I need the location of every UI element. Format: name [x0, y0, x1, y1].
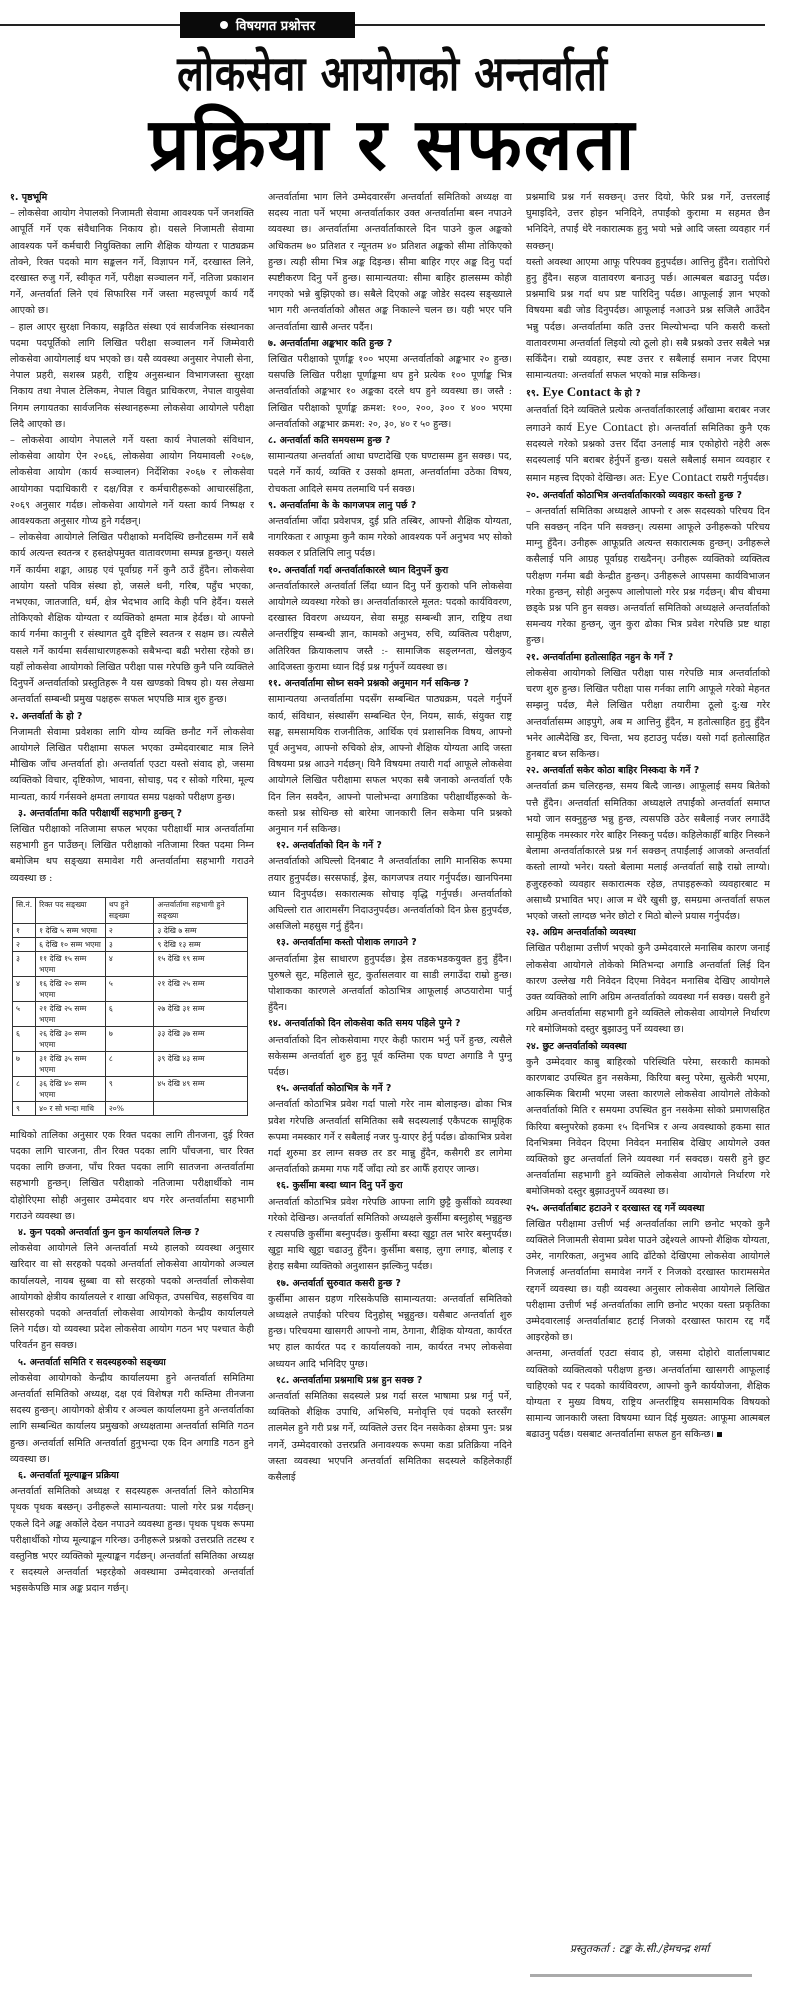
paragraph: लोकसेवा आयोगको लिखित परीक्षा पास गरेपछि मात्र अन्तर्वार्ताको चरण शुरु हुन्छ। लिखित परीक्षा पास गर्नका लागि आफूले गरेको मेहनत सम्झनु पर्दछ, मैले लिखित परीक्षा तयारीमा ठूलो दु:ख गरेर अन्तर्वार्तासम्म आइपुगे, अब म आत्तिनु हुँदैन, म हतोत्साहित हुनु हुँदैन भनेर आत्मैदेखि डर, चिन्ता, भय हटाउनु पर्दछ। यसो गर्दा हतोत्साहित हुनबाट बच्न सकिन्छ।: [526, 667, 770, 760]
text-run: अन्तमा, अन्तर्वार्ता एउटा संवाद हो, जसमा दोहोरो वार्तालापबाट व्यक्तिको व्यक्तित्वको परीक्षण हुन्छ। अन्तर्वार्तामा खासगरी आफूलाई चाहिएको पद र पदको कार्यविवरण, आफ्नो कुनै कार्ययोजना, शैक्षिक योग्यता र मुख्य विषय, राष्ट्रिय अन्तर्राष्ट्रिय समसामयिक विषयको सामान्य जानकारी जस्ता विषयमा ध्यान दिई मुख्यत: आफूमा आत्मबल बढाउनु पर्दछ। यसबाट अन्तर्वार्तामा सफल हुन सकिन्छ।: [526, 1348, 770, 1441]
table-cell: ९: [13, 1101, 36, 1115]
table-body: [13, 923, 248, 1115]
paragraph: अन्तर्वार्ताकारले अन्तर्वार्ता लिँदा ध्यान दिनु पर्ने कुराको पनि लोकसेवा आयोगले व्यवस्था गरेको छ। अन्तर्वार्ताकारले मूलत: पदको कार्यविवरण, दरखास्त विवरण अध्ययन, सेवा समूह सम्बन्धी ज्ञान, राष्ट्रिय तथा अन्तर्राष्ट्रिय सम्बन्धी ज्ञान, कामको अनुभव, रुचि, व्यक्तित्व परीक्षण, अतिरिक्त क्रियाकलाप जस्तै :- सामाजिक सङ्लग्नता, खेलकुद आदिजस्ता कुरामा ध्यान दिई प्रश्न गर्नुपर्ने व्यवस्था छ।: [268, 580, 512, 673]
article-column-1: [10, 190, 254, 1890]
table-row: [13, 976, 248, 1001]
section-header-bar: [0, 12, 785, 38]
section-heading-23: २३. अग्रिम अन्तर्वार्ताको व्यवस्था: [526, 927, 636, 939]
latin-term: Eye Contact: [648, 469, 713, 485]
table-cell: २१ देखि २५ सम्म: [154, 976, 248, 1001]
table-header-cell: अन्तर्वार्तामा सहभागी हुने सङ्ख्या: [154, 897, 248, 923]
table-cell: ३१ देखि ३५ सम्म भएमा: [36, 1051, 106, 1076]
section-heading-8: ८. अन्तर्वार्ता कति समयसम्म हुन्छ ?: [268, 435, 391, 447]
section-heading-14: १४. अन्तर्वार्ताको दिन लोकसेवा कति समय पहिले पुग्ने ?: [268, 1018, 461, 1030]
table-cell: २: [13, 937, 36, 951]
table-cell: ११ देखि १५ सम्म भएमा: [36, 951, 106, 976]
paragraph: सामान्यतया अन्तर्वार्तामा पदसँग सम्बन्धित पाठ्यक्रम, पदले गर्नुपर्ने कार्य, संविधान, संस्थासँग सम्बन्धित ऐन, नियम, सार्क, संयुक्त राष्ट्र सङ्घ, समसामयिक राजनीतिक, आर्थिक एवं प्रशासनिक विषय, आफ्नो पूर्व अनुभव, आफ्नो रुचिको क्षेत्र, आफ्नो शैक्षिक योग्यता आदि जस्ता विषयमा प्रश्न आउने गर्दछन्। यिनै विषयमा तयारी गर्दा आफूले लोकसेवा आयोगले लिखित परीक्षामा सफल भएका सबै जनाको अन्तर्वार्ता एकै दिन लिन सक्दैन, आफ्नो पालोभन्दा अगाडिका परीक्षार्थीहरूको के-कस्तो प्रश्न सोधिन्छ सो बारेमा जानकारी लिन सकेमा पनि प्रश्नको अनुमान गर्न सकिन्छ।: [268, 694, 512, 835]
section-heading-15: १५. अन्तर्वार्ता कोठाभित्र के गर्ने ?: [276, 1083, 392, 1095]
paragraph: लिखित परीक्षामा उत्तीर्ण भई अन्तर्वार्ताका लागि छनोट भएको कुनै व्यक्तिले निजामती सेवामा प्रवेश पाउने उद्देश्यले आफ्नो शैक्षिक योग्यता, उमेर, नागरिकता, अनुभव आदि ढाँटेको देखिएमा लोकसेवा आयोगले निजलाई अन्तर्वार्तामा समावेश नगर्ने र निजको दरखास्त फारामसमेत रद्दगर्ने व्यवस्था छ। यही व्यवस्था अनुसार लोकसेवा आयोगले लिखित परीक्षामा उत्तीर्ण भई अन्तर्वार्ताका लागि छनोट भएका यस्ता प्रकृतिका उम्मेदवारलाई अन्तर्वार्ताबाट हटाई निजको दरखास्त फाराम रद्द गर्दै आइरहेको छ।: [526, 1218, 770, 1344]
paragraph: अन्तर्वार्ता समितिका सदस्यले प्रश्न गर्दा सरल भाषामा प्रश्न गर्नु पर्ने, व्यक्तिको शैक्षिक उपाधि, अभिरुचि, मनोवृत्ति एवं पदको स्तरसँग तालमेल हुने गरी प्रश्न गर्ने, व्यक्तिले उत्तर दिन नसकेका क्षेत्रमा पुन: प्रश्न नगर्ने, उम्मेदवारको उत्तरप्रति अनावश्यक रूपमा कडा प्रतिक्रिया नदिने जस्ता व्यवस्था भएपनि अन्तर्वार्ता समितिका सदस्यले कहिलेकाहीँ कसैलाई: [268, 1391, 512, 1484]
text-run: हो। अन्तर्वार्ता समितिका कुनै एक सदस्यले गरेको प्रश्नको उत्तर दिँदा उनलाई मात्र एकोहोरो नहेरी अरू सदस्यलाई पनि बराबर हेर्नुपर्ने हुन्छ। यसले सबैलाई समान व्यवहार र समान महत्त्व दिएको देखिन्छ। अत:: [526, 422, 770, 485]
section-heading-18: १८. अन्तर्वार्तामा प्रश्नमाथि प्रश्न हुन सक्छ ?: [276, 1374, 423, 1386]
table-cell: १५ देखि १९ सम्म: [154, 951, 248, 976]
table-cell: ८: [105, 1051, 154, 1076]
table-cell: १: [13, 923, 36, 937]
paragraph: कुनै उम्मेदवार काबु बाहिरको परिस्थिति परेमा, सरकारी कामको कारणबाट उपस्थित हुन नसकेमा, किरिया बस्नु परेमा, सुत्केरी भएमा, आकस्मिक बिरामी भएमा जस्ता कारणले लोकसेवा आयोगले तोकेको अन्तर्वार्ताको मिति र समयमा उपस्थित हुन नसकेमा सोको प्रमाणसहित किरिया बस्नुपरेको हकमा १५ दिनभित्र र अन्य अवस्थाको हकमा सात दिनभित्रमा निवेदन दिएमा निवेदन मनासिब देखिए आयोगले उक्त व्यक्तिको छुट अन्तर्वार्ता लिने व्यवस्था गर्न सक्दछ। यसरी हुने छुट अन्तर्वार्तामा सहभागी हुने व्यक्तिले लोकसेवा आयोगले निर्धारण गरे बमोजिमको दस्तुर बुझाउनुपर्ने व्यवस्था छ।: [526, 1056, 770, 1198]
paragraph: अन्तर्वार्ता कोठाभित्र प्रवेश गर्दा पालो गरेर नाम बोलाइन्छ। ढोका भित्र प्रवेश गरेपछि अन्तर्वार्ता समितिका सबै सदस्यलाई एकैपटक सामूहिक रूपमा नमस्कार गर्ने र सबैलाई नजर पु-याएर हेर्नु पर्दछ। ढोकाभित्र प्रवेश गर्दा शुरुमा डर लाग्न सक्छ तर डर मान्नु हुँदैन, कसैगरी डर लागेमा अन्तर्वार्ताको क्रममा गफ गर्दै जाँदा त्यो डर आफैँ हराएर जान्छ।: [268, 1099, 512, 1176]
section-heading-17: १७. अन्तर्वार्ता सुरुवात कसरी हुन्छ ?: [276, 1277, 401, 1289]
section-heading-24: २४. छुट अन्तर्वार्ताको व्यवस्था: [526, 1040, 627, 1052]
paragraph: सामान्यतया अन्तर्वार्ता आधा घण्टादेखि एक घण्टासम्म हुन सक्छ। पद, पदले गर्ने कार्य, व्यक्ति र उसको क्षमता, अन्तर्वार्तामा उठेका विषय, रोचकता आदिले समय तलमाथि पर्न सक्छ।: [268, 451, 512, 495]
table-header-cell: थप हुने सङ्ख्या: [105, 897, 154, 923]
table-cell: २१ देखि २५ सम्म भएमा: [36, 1001, 106, 1026]
article-column-2: [268, 190, 512, 1890]
text-run: अन्तर्वार्ता दिने व्यक्तिले प्रत्येक अन्तर्वार्ताकारलाई आँखामा बराबर नजर लगाउने कार्य: [526, 404, 770, 434]
author-byline: प्रस्तुतकर्ता : टङ्क के.सी./हेमचन्द्र शर्मा: [570, 1943, 710, 1955]
table-row: [13, 1076, 248, 1101]
section-heading-6: ६. अन्तर्वार्ता मूल्याङ्कन प्रक्रिया: [18, 1470, 119, 1481]
section-heading-5: ५. अन्तर्वार्ता समिति र सदस्यहरुको सङ्ख्या: [18, 1356, 166, 1368]
paragraph: – लोकसेवा आयोगले लिखित परीक्षाको मनदिस्थि छनौटसम्म गर्ने सबै कार्य अत्यन्त स्वतन्त्र र हस्तक्षेपमुक्त वातावरणमा सम्पन्न हुन्छन्। यसले गर्ने कार्यमा शङ्का, आग्रह एवं पूर्वाग्रह गर्ने कुनै ठाउँ हुँदैन। लोकसेवा आयोग यस्तो पवित्र संस्था हो, जसले धनी, गरिब, पहुँच भएका, नभएका, जातजाति, धर्म, क्षेत्र भेदभाव आदि केही पनि हेर्दैन। यसले तोकिएको शैक्षिक योग्यता र व्यक्तिको क्षमता मात्र हेर्दछ। यो आफ्नो कार्य गर्नमा कानुनी र संस्थागत दुवै दृष्टिले स्वतन्त्र र सक्षम छ। त्यसैले यसले गर्ने कार्यमा सर्वसाधारणहरूको सबैभन्दा बढी भरोसा रहेको छ। यहाँ लोकसेवा आयोगको लिखित परीक्षा पास गरेपछि कुनै पनि व्यक्तिले दिनुपर्ने अन्तर्वार्ताको प्रस्तुतिहरू नै यस खण्डको विषय हो। यस लेखमा अन्तर्वार्ता सम्बन्धी प्रमुख पक्षहरू सफल भएपछि मात्र शुरु हुन्छ।: [10, 532, 254, 706]
paragraph: यस्तो अवस्था आएमा आफू परिपक्व हुनुपर्दछ। आत्तिनु हुँदैन। रातोपिरो हुनु हुँदैन। सहज वातावरण बनाउनु पर्छ। आत्मबल बढाउनु पर्दछ। प्रश्नमाथि प्रश्न गर्दा थप प्रष्ट पारिदिनु पर्दछ। आफूलाई ज्ञान भएको विषयमा बढी जोड दिनुपर्दछ। आफूलाई नआउने प्रश्न सजिलै आउँदैन भन्नु पर्दछ। अन्तर्वार्तामा कति उत्तर मिल्योभन्दा पनि कसरी कस्तो वातावरणमा अन्तर्वार्ता लिइयो त्यो ठूलो हो। सबै प्रश्नको उत्तर सबैले भन्न सकिँदैन। राम्रो व्यवहार, स्पष्ट उत्तर र सबैलाई समान नजर दिएमा सामान्यतया: अन्तर्वार्ता सफल भएको मान्न सकिन्छ।: [526, 256, 770, 382]
section-heading-1: १. पृष्ठभूमि: [10, 192, 48, 203]
table-cell: ६: [13, 1026, 36, 1051]
paragraph: अन्तर्वार्तामा जाँदा प्रवेशपत्र, दुई प्रति तस्बिर, आफ्नो शैक्षिक योग्यता, नागरिकता र आफूमा कुनै काम गरेको आवश्यक पर्ने अनुभव भए सोको सक्कल र प्रतिलिपि लानु पर्दछ।: [268, 516, 512, 560]
paragraph: लिखित परीक्षाको पूर्णाङ्क १०० भएमा अन्तर्वार्ताको अङ्कभार २० हुन्छ। यसपछि लिखित परीक्षा पूर्णाङ्कमा थप हुने प्रत्येक १०० पूर्णाङ्क भित्र अन्तर्वार्ताको अङ्कभार १० अङ्कका दरले थप हुने व्यवस्था छ। जस्तै : लिखित परीक्षाको पूर्णाङ्क क्रमश: १००, २००, ३०० र ४०० भएमा अन्तर्वार्ताको अङ्कभार क्रमश: २०, ३०, ४० र ५० हुन्छ।: [268, 354, 512, 430]
section-heading-10: १०. अन्तर्वार्ता गर्दा अन्तर्वार्ताकारले ध्यान दिनुपर्ने कुरा: [268, 564, 449, 576]
paragraph: अन्तर्वार्तामा भाग लिने उम्मेदवारसँग अन्तर्वार्ता समितिको अध्यक्ष वा सदस्य नाता पर्ने भएमा अन्तर्वार्ताकार उक्त अन्तर्वार्तामा बस्न नपाउने व्यवस्था छ। अन्तर्वार्तामा अन्तर्वार्ताकारले दिन पाउने कुल अङ्कको अधिकतम ७० प्रतिशत र न्यूनतम ४० प्रतिशत अङ्कको सीमा तोकिएको हुन्छ। त्यही सीमा भित्र अङ्क दिइन्छ। सीमा बाहिर गएर अङ्क दिनु पर्दा स्पष्टीकरण दिनु पर्ने हुन्छ। सामान्यतया: सीमा बाहिर हालसम्म कोही नगएको भन्ने बुझिएको छ। सबैले दिएको अङ्क जोडेर सदस्य सङ्ख्याले भाग गरी अन्तर्वार्ताको औसत अङ्क निकाल्ने चलन छ। यही भएर पनि अन्तर्वार्तामा खासै अन्तर पर्दैन।: [268, 192, 512, 333]
table-cell: ४५ देखि ४९ सम्म: [154, 1076, 248, 1101]
paragraph: लोकसेवा आयोगको केन्द्रीय कार्यालयमा हुने अन्तर्वार्ता समितिमा अन्तर्वार्ता समितिको अध्यक्ष, दक्ष एवं विशेषज्ञ गरी कम्तिमा तीनजना सदस्य हुन्छन्। आयोगको क्षेत्रीय र अञ्चल कार्यालयमा हुने अन्तर्वार्ताका लागि सम्बन्धित कार्यालय प्रमुखको अध्यक्षतामा अन्तर्वार्ता समिति गठन हुन्छ। अन्तर्वार्ता समिति अन्तर्वार्ता हुनुभन्दा एक दिन अगाडि गठन हुने व्यवस्था छ।: [10, 1372, 254, 1465]
table-cell: ७: [105, 1026, 154, 1051]
header-rule-right: [355, 24, 765, 26]
paragraph: अन्तर्वार्ता क्रम चलिरहन्छ, समय बित्दै जान्छ। आफूलाई समय बितेको पत्तै हुँदैन। अन्तर्वार्ता समितिका अध्यक्षले तपाईंको अन्तर्वार्ता समाप्त भयो जान सक्नुहुन्छ भन्नु हुन्छ, त्यसपछि उठेर सबैलाई नजर लगाउँदै सामूहिक नमस्कार गरेर बाहिर निस्कनु पर्दछ। कहिलेकाहीँ बाहिर निस्कने बेलामा अन्तर्वार्ताकारले प्रश्न गर्न सक्छन् तपाईंलाई आजको अन्तर्वार्ता कस्तो लाग्यो भनेर। यस्तो बेलामा मलाई अन्तर्वार्ता साह्रै राम्रो लाग्यो। हजुरहरुको व्यवहार सकारात्मक रहेछ, तपाइहरूको व्यवहारबाट म असाध्यै प्रभावित भए। आज म धेरै खुसी छु, समग्रमा अन्तर्वार्ता सफल भएको जस्तो लाग्दछ भनेर छोटो र मिठो बोल्ने प्रयास गर्नुपर्दछ।: [526, 781, 770, 922]
table-cell: ५: [13, 1001, 36, 1026]
table-cell: १६ देखि २० सम्म भएमा: [36, 976, 106, 1001]
footer-rule: [530, 1974, 752, 1977]
headline-line-1: लोकसेवा आयोगको अन्तर्वार्ता: [177, 46, 608, 102]
table-cell: ६: [105, 1001, 154, 1026]
table-cell: ९ देखि १३ सम्म: [154, 937, 248, 951]
table-row: [13, 923, 248, 937]
section-tag: [180, 12, 355, 38]
bullet-icon: [220, 21, 228, 29]
table-cell: ३६ देखि ४० सम्म भएमा: [36, 1076, 106, 1101]
table-cell: ८: [13, 1076, 36, 1101]
paragraph: [526, 1346, 770, 1443]
table-cell: २७ देखि ३१ सम्म: [154, 1001, 248, 1026]
paragraph: – लोकसेवा आयोग नेपालको निजामती सेवामा आवश्यक पर्ने जनशक्ति आपूर्ति गर्ने एक संवैधानिक निकाय हो। यसले निजामती सेवामा आवश्यक पर्ने कर्मचारी नियुक्तिका लागि शैक्षिक योग्यता र पाठ्यक्रम तोक्ने, रिक्त पदको माग सङ्कलन गर्ने, विज्ञापन गर्ने, दरखास्त लिने, दरखास्त रुजु गर्ने, स्वीकृत गर्ने, परीक्षा सञ्चालन गर्ने, नतिजा प्रकाशन गर्ने, अन्तर्वार्ता लिने एवं सिफारिस गर्ने जस्ता महत्त्वपूर्ण कार्य गर्दै आएको छ।: [10, 208, 254, 317]
paragraph: अन्तर्वार्ता कोठाभित्र प्रवेश गरेपछि आफ्ना लागि छुट्टै कुर्सीको व्यवस्था गरेको देखिन्छ। अन्तर्वार्ता समितिको अध्यक्षले कुर्सीमा बस्नुहोस् भन्नुहुन्छ र त्यसपछि कुर्सीमा बस्नुपर्दछ। कुर्सीमा बस्दा खुट्टा तल भारेर बस्नुपर्दछ। खुट्टा माथि खुट्टा चढाउनु हुँदैन। कुर्सीमा बसाइ, लुगा लगाइ, बोलाइ र हेराइ सबैमा व्यक्तिको अनुशासन झल्किनु पर्दछ।: [268, 1196, 512, 1273]
section-heading-16: १६. कुर्सीमा बस्दा ध्यान दिनु पर्ने कुरा: [276, 1180, 403, 1192]
paragraph: अन्तर्वार्ताको दिन लोकसेवामा गएर केही फाराम भर्नु पर्ने हुन्छ, त्यसैले सकेसम्म अन्तर्वार्ता शुरु हुनु पूर्व कम्तिमा एक घण्टा अगाडि नै पुग्नु पर्दछ।: [268, 1034, 512, 1078]
table-cell: ३: [13, 951, 36, 976]
table-cell: [154, 1101, 248, 1115]
paragraph: अन्तर्वार्तामा ड्रेस साधारण हुनुपर्दछ। ड्रेस तडकभडकयुक्त हुनु हुँदैन। पुरुषले सुट, महिलाले सुट, कुर्तासलवार वा साडी लगाउँदा राम्रो हुन्छ। पोशाकका कारणले अन्तर्वार्ता कोठाभित्र आफूलाई अप्ठयारोमा पार्नु हुँदैन।: [268, 953, 512, 1014]
paragraph: निजामती सेवामा प्रवेशका लागि योग्य व्यक्ति छनौट गर्ने लोकसेवा आयोगले लिखित परीक्षामा सफल भएका उम्मेदवारबाट मात्र लिने मौखिक जाँच अन्तर्वार्ता हो। अन्तर्वार्ता एउटा यस्तो संवाद हो, जसमा व्यक्तिको विचार, दृष्टिकोण, भावना, सोचाइ, पद र सोको गरिमा, मूल्य मान्यता, कार्य गर्नसक्ने क्षमता लगायत समग्र पक्षको परीक्षण हुन्छ।: [10, 726, 254, 803]
table-cell: ९: [105, 1076, 154, 1101]
section-heading-2: २. अन्तर्वार्ता के हो ?: [10, 710, 83, 722]
heading-rest: के हो ?: [614, 388, 641, 400]
section-heading-21: २१. अन्तर्वार्तामा हतोत्साहित नहुन के गर्ने ?: [526, 651, 674, 663]
latin-term: Eye Contact: [576, 418, 644, 434]
table-cell: ३९ देखि ४३ सम्म: [154, 1051, 248, 1076]
interview-quota-table: [12, 897, 248, 1116]
paragraph: – हाल आएर सुरक्षा निकाय, सङ्गठित संस्था एवं सार्वजनिक संस्थानका पदमा पदपूर्तिको लागि लिखित परीक्षा सञ्चालन गर्ने जिम्मेवारी लोकसेवा आयोगलाई थप भएको छ। यसै व्यवस्था अनुसार नेपाली सेना, नेपाल प्रहरी, सशस्त्र प्रहरी, राष्ट्रिय अनुसन्धान विभागजस्ता सुरक्षा निकाय तथा नेपाल टेलिकम, नेपाल विद्युत प्राधिकरण, नेपाल वायुसेवा निगम लगायतका सार्वजनिक संस्थानहरूमा लोकसेवा आयोगले परीक्षा लिदै आएको छ।: [10, 321, 254, 430]
section-heading-9: ९. अन्तर्वार्तामा के के कागजपत्र लानु पर्छ ?: [268, 499, 417, 511]
section-heading-7: ७. अन्तर्वार्तामा अङ्कभार कति हुन्छ ?: [268, 337, 393, 349]
table-cell: ४० र सो भन्दा माथि: [36, 1101, 106, 1115]
table-header-cell: रिक्त पद सङ्ख्या: [36, 897, 106, 923]
table-cell: १ देखि ५ सम्म भएमा: [36, 923, 106, 937]
table-row: [13, 1101, 248, 1115]
article-body: [10, 190, 770, 1890]
table-header-cell: सि.नं.: [13, 897, 36, 923]
section-heading-3: ३. अन्तर्वार्तामा कति परीक्षार्थी सहभागी हुन्छन् ?: [18, 807, 182, 819]
table-row: [13, 951, 248, 976]
section-heading-12: १२. अन्तर्वार्ताको दिन के गर्ने ?: [276, 840, 382, 852]
paragraph: लिखित परीक्षामा उत्तीर्ण भएको कुनै उम्मेदवारले मनासिब कारण जनाई लोकसेवा आयोगले तोकेको मितिभन्दा अगाडि अन्तर्वार्ता लिई दिन कारण उल्लेख गरी निवेदन दिएमा निवेदन मनासिब देखिए आयोगले उक्त व्यक्तिको लागि अग्रिम अन्तर्वार्ताको व्यवस्था गर्न सक्छ। यसरी हुने अग्रिम अन्तर्वार्तामा सहभागी हुने व्यक्तिले लोकसेवा आयोगले निर्धारण गरे बमोजिमको दस्तुर बुझाउनु पर्ने व्यवस्था छ।: [526, 943, 770, 1036]
paragraph: कुर्सीमा आसन ग्रहण गरिसकेपछि सामान्यतया: अन्तर्वार्ता समितिको अध्यक्षले तपाईंको परिचय दिनुहोस् भन्नुहुन्छ। यसैबाट अन्तर्वार्ता शुरु हुन्छ। परिचयमा खासगरी आफ्नो नाम, ठेगाना, शैक्षिक योग्यता, कार्यरत भए हाल कार्यरत पद र कार्यालयको नाम, कार्यरत नभए लोकसेवा अध्ययन आदि भनिदिए पुग्छ।: [268, 1293, 512, 1370]
table-cell: २६ देखि ३० सम्म भएमा: [36, 1026, 106, 1051]
header-rule-left: [0, 24, 180, 26]
end-of-article-icon: [717, 1432, 722, 1437]
article-column-3: [526, 190, 770, 1890]
headline-line-2: प्रक्रिया र सफलता: [148, 102, 637, 186]
heading-latin-term: Eye Contact: [542, 384, 611, 400]
table-cell: ३: [105, 937, 154, 951]
section-heading-25: २५. अन्तर्वार्ताबाट हटाउने र दरखास्त रद्द गर्ने व्यवस्था: [526, 1202, 705, 1214]
section-tag-label: विषयगत प्रश्नोत्तर: [235, 19, 316, 34]
section-heading-13: १३. अन्तर्वार्तामा कस्तो पोशाक लगाउने ?: [276, 937, 417, 949]
table-row: [13, 1026, 248, 1051]
section-heading-22: २२. अन्तर्वार्ता सकेर कोठा बाहिर निस्कदा के गर्ने ?: [526, 765, 700, 777]
table-row: [13, 1001, 248, 1026]
table-cell: ३ देखि ७ सम्म: [154, 923, 248, 937]
table-cell: ५: [105, 976, 154, 1001]
heading-number: १९.: [526, 388, 540, 400]
paragraph: – अन्तर्वार्ता समितिका अध्यक्षले आफ्नो र अरू सदस्यको परिचय दिन पनि सक्छन् नदिन पनि सक्छन्। त्यसमा आफूले उनीहरूको परिचय माग्नु हुँदैन। उनीहरू आफूप्रति अत्यन्त सकारात्मक हुन्छन्। उनीहरूले कसैलाई पनि आग्रह पूर्वाग्रह राख्दैनन्। उनीहरू व्यक्तिको व्यक्तित्व परीक्षण गर्नमा बढी केन्द्रीत हुन्छन्। उनीहरूले आपसमा कार्यविभाजन गरेका हुन्छन्, सोही अनुरूप आलोपालो गरेर प्रश्न गर्दछन्। बीच बीचमा छड्के प्रश्न पनि हुन सक्छ। अन्तर्वार्ता समितिको अध्यक्षले अन्तर्वार्ताको समन्वय गरेका हुन्छन्, जुन कुरा ढोका भित्र प्रवेश गरेपछि प्रष्ट थाहा हुन्छ।: [526, 505, 770, 647]
table-cell: ४: [105, 951, 154, 976]
text-run: राम्ररी गर्नुपर्दछ।: [715, 473, 769, 485]
paragraph: माथिको तालिका अनुसार एक रिक्त पदका लागि तीनजना, दुई रिक्त पदका लागि चारजना, तीन रिक्त पदका लागि पाँचजना, चार रिक्त पदका लागि छजना, पाँच रिक्त पदका लागि सातजना अन्तर्वार्तामा सहभागी हुन्छन्। लिखित परीक्षाको नतिजामा परीक्षार्थीको नाम दोहोरिएमा सोही अनुसार उम्मेदवार थप गरेर अन्तर्वार्तामा सहभागी गराउने व्यवस्था छ।: [10, 1129, 254, 1222]
table-cell: ३३ देखि ३७ सम्म: [154, 1026, 248, 1051]
paragraph: – लोकसेवा आयोग नेपालले गर्ने यस्ता कार्य नेपालको संविधान, लोकसेवा आयोग ऐन २०६६, लोकसेवा आयोग नियमावली २०६७, लोकसेवा आयोग (कार्य सञ्चालन) निर्देशिका २०६७ र लोकसेवा आयोगका पदाधिकारी र दक्ष/विज्ञ र कर्मचारीहरूको आचारसंहिता, २०६९ अनुसार गर्दछ। लोकसेवा आयोगले गर्ने यस्ता कार्य निष्पक्ष र आवश्यकता अनुसार गोप्य हुने गर्दछन्।: [10, 435, 254, 528]
table-cell: ७: [13, 1051, 36, 1076]
paragraph: प्रश्नमाथि प्रश्न गर्न सक्छन्। उत्तर दियो, फेरि प्रश्न गर्ने, उत्तरलाई घुमाइदिने, उत्तर होइन भनिदिने, तपाईंको कुरामा म सहमत छैन भनिदिने, तपाईं धेरै नकारात्मक हुनु भयो भन्ने आदि जस्ता व्यवहार गर्न सक्छन्।: [526, 192, 770, 252]
section-heading-4: ४. कुन पदको अन्तर्वार्ता कुन कुन कार्यालयले लिन्छ ?: [18, 1226, 200, 1238]
paragraph: लोकसेवा आयोगले लिने अन्तर्वार्ता मध्ये हालको व्यवस्था अनुसार खरिदार वा सो सरहको पदको अन्तर्वार्ता लोकसेवा आयोगको अञ्चल कार्यालयले, नायब सुब्बा वा सो सरहको पदको अन्तर्वार्ता लोकसेवा आयोगको क्षेत्रीय कार्यालयले र शाखा अधिकृत, उपसचिव, सहसचिव वा सोसरहको पदको अन्तर्वार्ता लोकसेवा आयोगको केन्द्रीय कार्यालयले लिने गर्दछ। यो व्यवस्था प्रदेश लोकसेवा आयोग गठन भए पश्चात केही परिवर्तन हुन सक्छ।: [10, 1243, 254, 1352]
table-cell: २०%: [105, 1101, 154, 1115]
section-heading-19: [526, 384, 770, 402]
paragraph: अन्तर्वार्ताको अघिल्लो दिनबाट नै अन्तर्वार्ताका लागि मानसिक रूपमा तयार हुनुपर्दछ। सरसफाई, ड्रेस, कागजपत्र तयार गर्नुपर्दछ। खानपिनमा ध्यान दिनुपर्दछ। सकारात्मक सोचाइ वृद्धि गर्नुपर्छ। अन्तर्वार्ताको अघिल्लो रात आरामसँग निदाउनुपर्दछ। अन्तर्वार्ताको दिन फ्रेस हुनुपर्दछ, असजिलो महसुस गर्नु हुँदैन।: [268, 856, 512, 933]
paragraph: लिखित परीक्षाको नतिजामा सफल भएका परीक्षार्थी मात्र अन्तर्वार्तामा सहभागी हुन पाउँछन्। लिखित परीक्षाको नतिजामा रिक्त पदमा निम्न बमोजिम थप सङ्ख्या समावेश गरी अन्तर्वार्तामा सहभागी गराउने व्यवस्था छ :: [10, 823, 254, 884]
table-cell: ४: [13, 976, 36, 1001]
paragraph: अन्तर्वार्ता समितिको अध्यक्ष र सदस्यहरू अन्तर्वार्ता लिने कोठामित्र पृथक पृथक बस्छन्। उनीहरूले सामान्यतया: पालो गरेर प्रश्न गर्दछन्। एकले दिने अङ्क अर्कोले देख्न नपाउने व्यवस्था हुन्छ। पृथक पृथक रूपमा परीक्षार्थीको गोप्य मूल्याङ्कन गरिन्छ। उनीहरूले प्रश्नको उत्तरप्रति तटस्थ र वस्तुनिष्ठ भएर व्यक्तिको मूल्याङ्कन गर्दछन्। अन्तर्वार्ता समितिका अध्यक्ष र सदस्यले अन्तर्वार्ता भइरहेको अवस्थामा उम्मेदवारको अन्तर्वार्ता भइसकेपछि मात्र अङ्क प्रदान गर्छन्।: [10, 1486, 254, 1595]
table-row: [13, 1051, 248, 1076]
section-heading-20: २०. अन्तर्वार्ता कोठाभित्र अन्तर्वार्ताकारको व्यवहार कस्तो हुन्छ ?: [526, 489, 742, 501]
section-heading-11: ११. अन्तर्वार्तामा सोध्न सक्ने प्रश्नको अनुमान गर्न सकिन्छ ?: [268, 678, 469, 690]
table-row: [13, 937, 248, 951]
table-cell: ६ देखि १० सम्म भएमा: [36, 937, 106, 951]
paragraph: [526, 403, 770, 488]
table-cell: २: [105, 923, 154, 937]
table-header-row: [13, 897, 248, 923]
